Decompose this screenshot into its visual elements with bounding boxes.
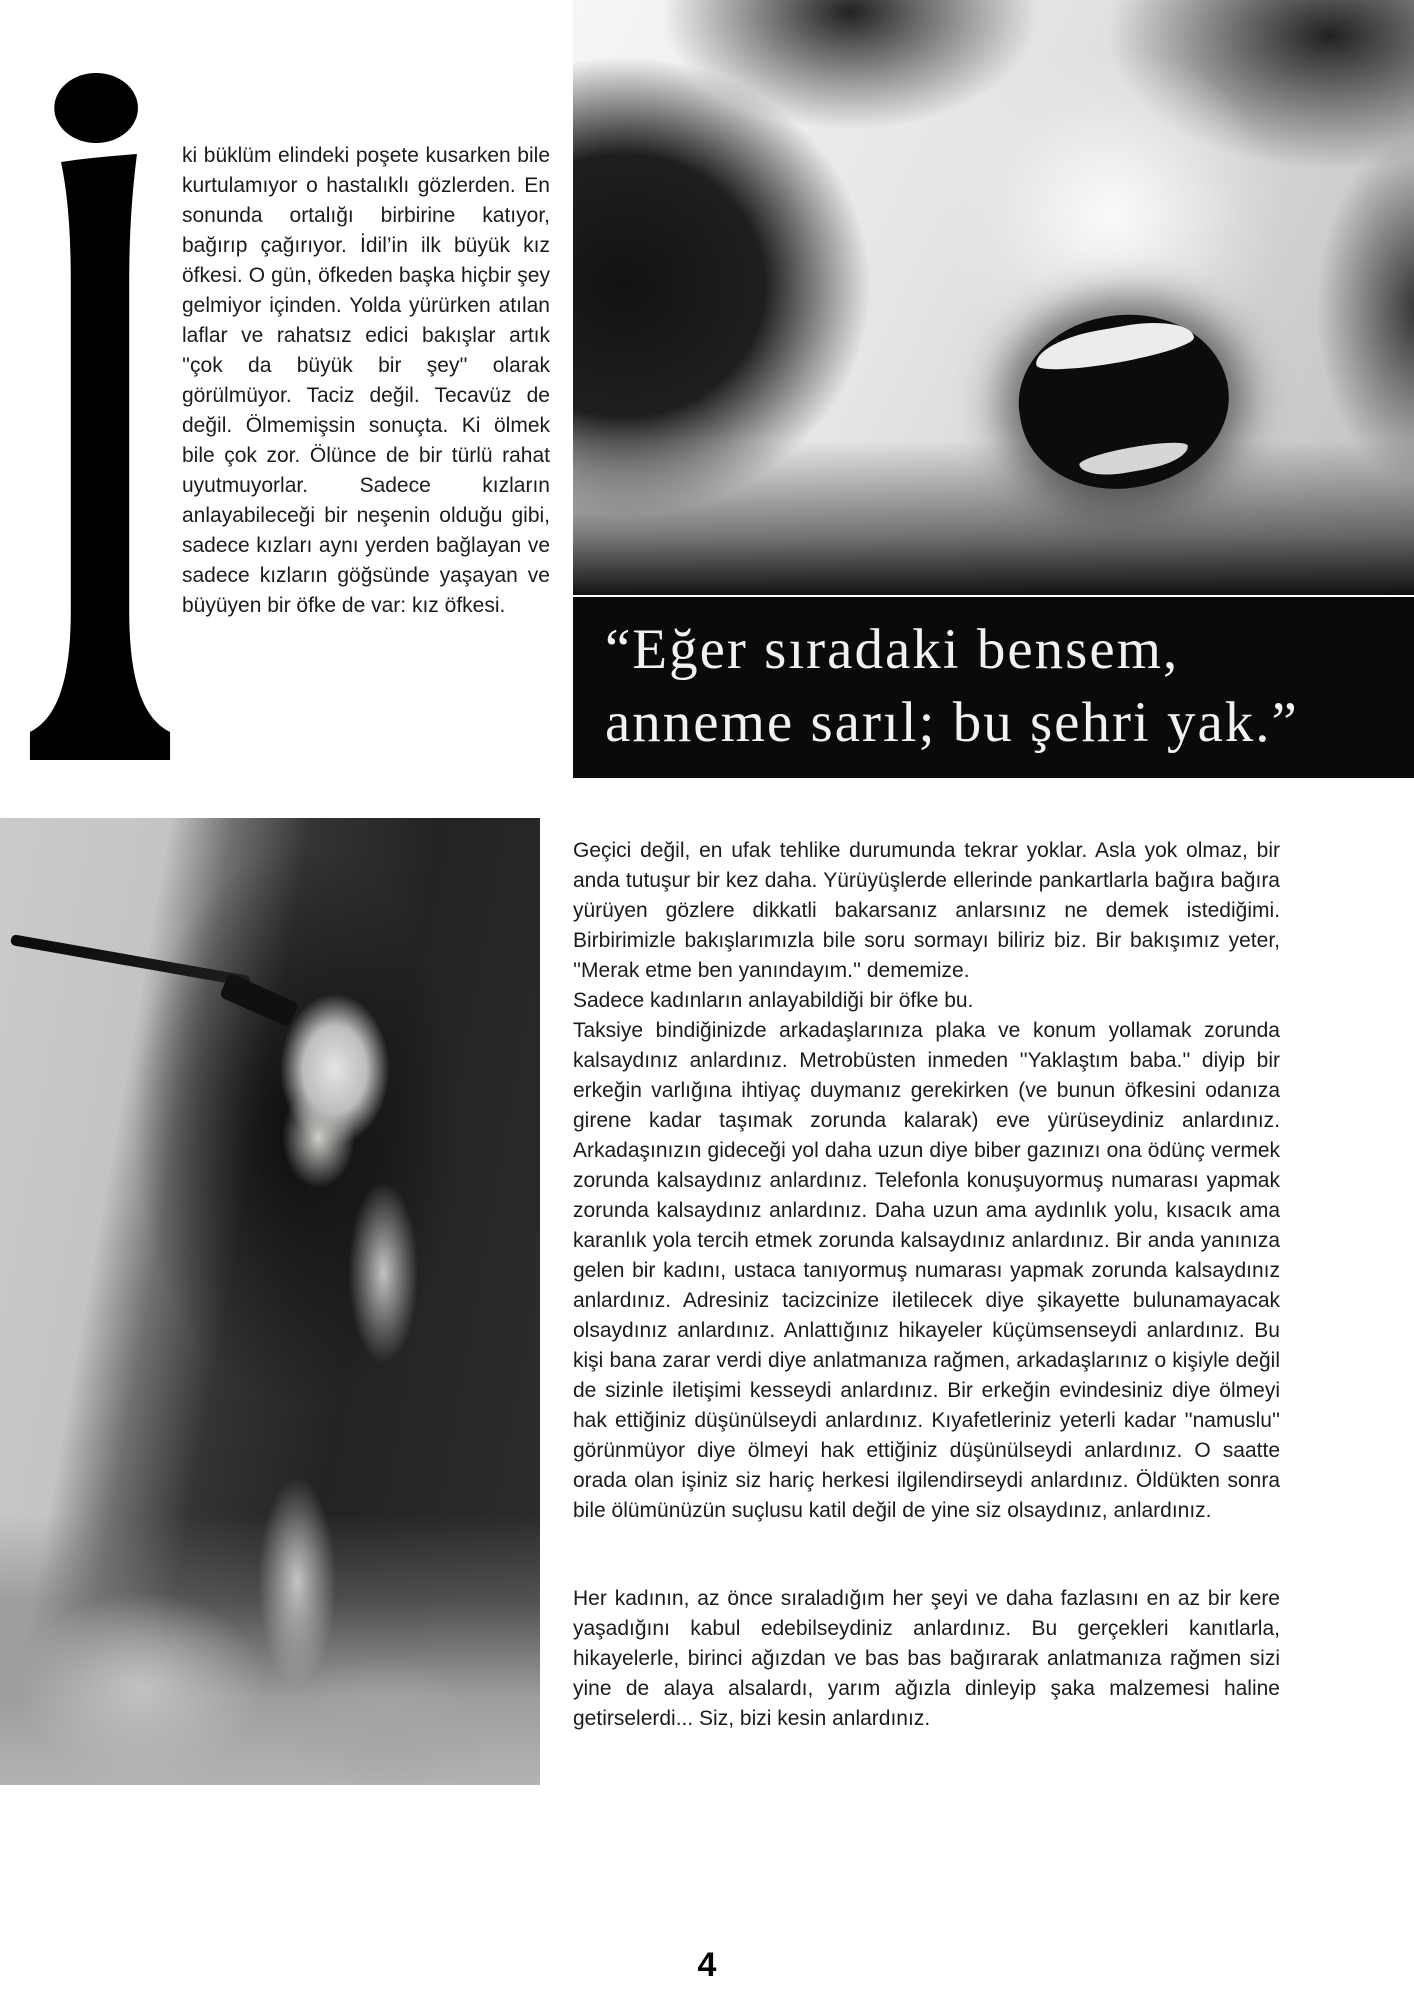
lower-teeth-shape [1078, 438, 1190, 481]
body-paragraph: Her kadının, az önce sıraladığım her şeyi ve daha fazlasını en az bir kere yaşadığını kabul edebilseydiniz anlardınız. Bu gerçekleri kanıtlarla, hikayelerle, birinci ağızdan ve bas bas bağırarak anlatmanıza rağmen sizi yine de alaya alsalardı, yarım ağızla dinleyip şaka malzemesi haline getirselerdi... Siz, bizi kesin anlardınız. [573, 1587, 1280, 1730]
rifle-barrel-silhouette [10, 934, 251, 987]
intro-paragraph: ki büklüm elindeki poşete kusarken bile kurtulamıyor o hastalıklı gözlerden. En sonunda ortalığı birbirine katıyor, bağırıp çağırıyor. İdil’in ilk büyük kız öfkesi. O gün, öfkeden başka hiçbir şey gelmiyor içinden. Yolda yürürken atılan laflar ve rahatsız edici bakışlar artık ''çok da büyük bir şey'' olarak görülmüyor. Taciz değil. Tecavüz de değil. Ölmemişsin sonuçta. Ki ölmek bile çok zor. Ölünce de bir türlü rahat uyutmuyorlar. Sadece kızların anlayabileceği bir neşenin olduğu gibi, sadece kızları aynı yerden bağlayan ve sadece kızların göğsünde yaşayan ve büyüyen bir öfke de var: kız öfkesi. [182, 144, 550, 617]
quote-line-2: anneme sarıl; bu şehri yak.” [605, 691, 1299, 754]
body-paragraph: Sadece kadınların anlayabildiği bir öfke bu. [573, 989, 974, 1012]
open-mouth-shape [1005, 298, 1242, 504]
page-number: 4 [697, 1946, 717, 1984]
drop-cap-text [28, 785, 29, 786]
drop-cap-glyph [28, 70, 172, 785]
drop-cap-letter-i [28, 70, 172, 785]
body-paragraph: Taksiye bindiğinizde arkadaşlarınıza plaka ve konum yollamak zorunda kalsaydınız anlardınız. Metrobüsten inmeden ''Yaklaştım baba.'' diyip bir erkeğin varlığına ihtiyaç duymanız gerekirken (ve bunun öfkesini odanıza girene kadar taşımak zorunda kalarak) eve yürüseydiniz anlardınız. Arkadaşınızın gideceği yol daha uzun diye biber gazınızı ona ödünç vermek zorunda kalsaydınız anlardınız. Telefonla konuşuyormuş numarası yapmak zorunda kalsaydınız anlardınız. Daha uzun ama aydınlık yolu, kısacık ama karanlık yola tercih etmek zorunda kalsaydınız anlardınız. Bir anda yanınıza gelen bir kadını, ustaca tanıyormuş numarası yapmak zorunda kalsaydınız anlardınız. Adresiniz tacizcinize iletilecek diye şikayette bulunamayacak olsaydınız anlardınız. Anlattığınız hikayeler küçümsenseydi anlardınız. Bu kişi bana zarar verdi diye anlatmanıza rağmen, arkadaşlarınız o kişiyle değil de sizinle iletişimi kesseydi anlardınız. Bir erkeğin evindesiniz diye ölmeyi hak ettiğiniz düşünülseydi anlardınız. Kıyafetleriniz yeterli kadar ''namuslu'' görünmüyor diye ölmeyi hak ettiğiniz düşünülseydi anlardınız. O saatte orada olan işiniz siz hariç herkesi ilgilendirseydi anlardınız. Öldükten sonra bile ölümünüzün suçlusu katil değil de yine siz olsaydınız, anlardınız. [573, 1019, 1280, 1522]
screaming-woman-photo [573, 0, 1414, 595]
quote-line-1: “Eğer sıradaki bensem, [605, 618, 1180, 681]
article-body [573, 836, 1280, 1734]
upper-teeth-shape [1032, 315, 1195, 377]
woman-with-rifle-photo [0, 818, 540, 1785]
rifle-stock-silhouette [219, 973, 299, 1027]
body-paragraph: Geçici değil, en ufak tehlike durumunda tekrar yoklar. Asla yok olmaz, bir anda tutuşur bir kez daha. Yürüyüşlerde ellerinde pankartlarla bağıra bağıra yürüyen gözlere dikkatli bakarsanız anlarsınız ne demek istediğimi. Birbirimizle bakışlarımızla bile soru sormayı biliriz biz. Bir bakışımız yeter, ''Merak etme ben yanındayım.'' dememize. [573, 839, 1280, 982]
pull-quote-banner [573, 597, 1414, 778]
